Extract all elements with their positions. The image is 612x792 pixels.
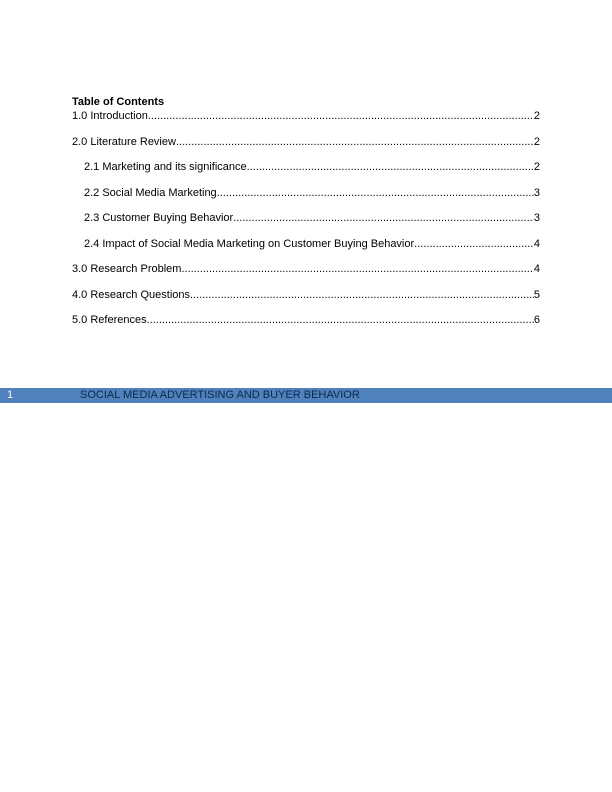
toc-entry-page: 2 (533, 161, 540, 173)
running-header-bar (0, 388, 612, 403)
toc-dot-leader (414, 237, 534, 251)
table-of-contents (72, 95, 540, 327)
toc-entry-label: 2.4 Impact of Social Media Marketing on Customer Buying Behavior (84, 237, 415, 250)
toc-dot-leader (247, 160, 534, 174)
toc-entry-page: 6 (533, 314, 540, 326)
toc-dot-leader (147, 313, 534, 327)
toc-entry-literature-review[interactable] (72, 135, 540, 149)
toc-entry-impact-social-media[interactable] (72, 237, 540, 251)
toc-entry-social-media-marketing[interactable] (72, 186, 540, 200)
toc-entry-label: 3.0 Research Problem (72, 263, 182, 275)
page-number: 1 (7, 389, 14, 401)
toc-entry-marketing-significance[interactable] (72, 160, 540, 174)
toc-entry-references[interactable] (72, 313, 540, 327)
toc-entry-page: 5 (533, 288, 540, 301)
toc-entry-label: 4.0 Research Questions (72, 288, 191, 301)
toc-entry-page: 3 (533, 186, 540, 199)
toc-entry-label: 5.0 References (72, 314, 147, 326)
toc-entry-research-questions[interactable] (72, 288, 540, 302)
toc-dot-leader (217, 186, 534, 200)
toc-entry-page: 4 (533, 263, 540, 275)
toc-entry-label: 2.2 Social Media Marketing (84, 186, 217, 199)
toc-entry-page: 2 (533, 135, 540, 148)
toc-entry-label: 1.0 Introduction (72, 110, 148, 122)
toc-entry-customer-buying-behavior[interactable] (72, 211, 540, 225)
toc-entry-page: 4 (533, 237, 540, 250)
toc-dot-leader (233, 211, 534, 225)
toc-title: Table of Contents (72, 96, 165, 108)
running-head-title: SOCIAL MEDIA ADVERTISING AND BUYER BEHAVIOR (80, 389, 360, 401)
toc-dot-leader (190, 288, 534, 302)
toc-entry-research-problem[interactable] (72, 262, 540, 276)
toc-entry-label: 2.1 Marketing and its significance (84, 161, 247, 173)
toc-entry-label: 2.0 Literature Review (72, 135, 176, 148)
toc-entry-page: 3 (533, 212, 540, 224)
toc-entry-introduction[interactable] (72, 109, 540, 123)
toc-dot-leader (181, 262, 533, 276)
toc-dot-leader (148, 109, 534, 123)
toc-entry-page: 2 (533, 110, 540, 122)
toc-entry-label: 2.3 Customer Buying Behavior (84, 212, 234, 224)
toc-dot-leader (176, 135, 534, 149)
